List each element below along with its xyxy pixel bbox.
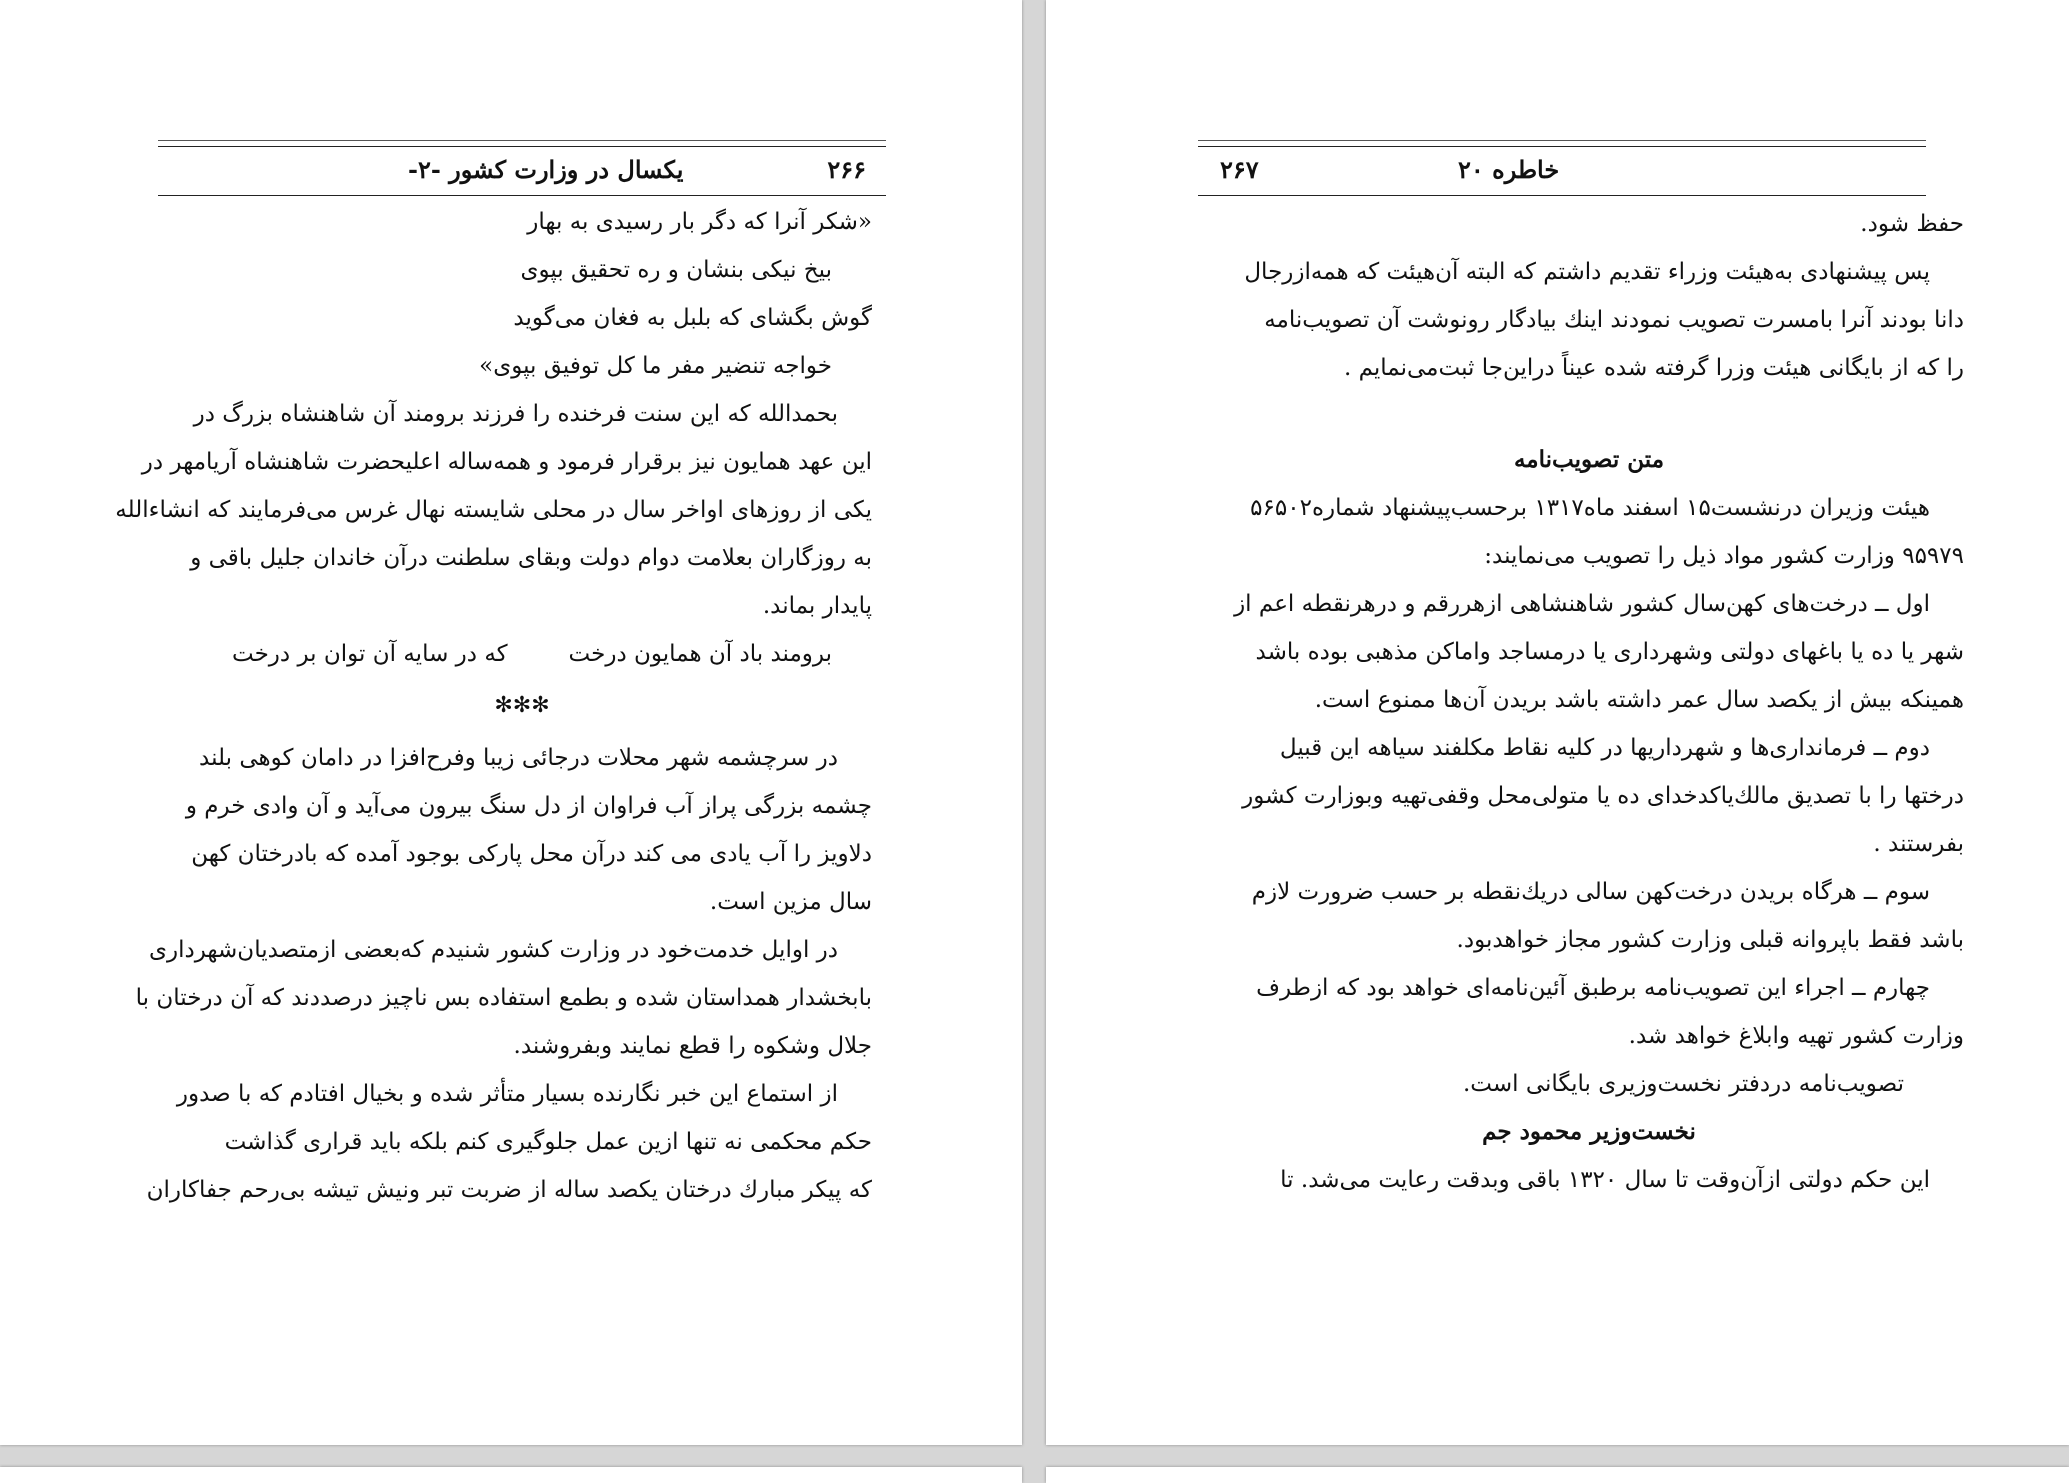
right-page-body — [1214, 200, 1964, 1204]
paragraph-line: در سرچشمه شهر محلات درجائی زیبا وفرح‌افزا در دامان کوهی بلند — [199, 745, 838, 771]
header-rule — [158, 140, 886, 141]
section-divider-stars: ✻✻✻ — [494, 693, 550, 718]
left-page-body — [115, 198, 872, 1214]
page-number: ۲۶۷ — [1220, 155, 1259, 184]
next-page-right-edge — [1046, 1467, 2069, 1483]
paragraph-line: حکم محکمی نه تنها ازین عمل جلوگیری کنم بلکه باید قراری گذاشت — [224, 1129, 872, 1155]
verse-line: بیخ نیکی بنشان و ره تحقیق بپوی — [520, 257, 832, 283]
decree-item-line: چهارم ــ اجراء این تصویب‌نامه برطبق آئین‌نامه‌ای خواهد بود که ازطرف — [1256, 975, 1930, 1001]
paragraph-line: حفظ شود. — [1860, 211, 1964, 237]
paragraph-line: این حکم دولتی ازآن‌وقت تا سال ۱۳۲۰ باقی وبدقت رعایت می‌شد. تا — [1280, 1167, 1930, 1193]
verse-line: گوش بگشای که بلبل به فغان می‌گوید — [513, 305, 872, 331]
paragraph-line: در اوایل خدمت‌خود در وزارت کشور شنیدم که‌بعضی ازمتصدیان‌شهرداری — [149, 937, 838, 963]
paragraph-line: که پیکر مبارك درختان یکصد ساله از ضربت تبر ونیش تیشه بی‌رحم جفاکاران — [146, 1177, 872, 1203]
filing-note: تصویب‌نامه دردفتر نخست‌وزیری بایگانی است. — [1462, 1071, 1904, 1097]
couplet-hemistich-left: که در سایه آن توان بر درخت — [232, 641, 508, 667]
paragraph-line: بحمدالله که این سنت فرخنده را فرزند برومند آن شاهنشاه بزرگ در — [193, 401, 838, 427]
header-rule — [1198, 140, 1926, 141]
decree-item-line: درختها را با تصدیق مالك‌یاکدخدای ده یا متولی‌محل وقفی‌تهیه وبوزارت کشور — [1242, 783, 1964, 809]
couplet — [232, 630, 832, 678]
right-page-header — [1198, 146, 1926, 196]
paragraph-line: پایدار بماند. — [762, 593, 872, 619]
decree-item-line: اول ــ درخت‌های کهن‌سال کشور شاهنشاهی ازهررقم و درهرنقطه اعم از — [1234, 591, 1930, 617]
paragraph-line: از استماع این خبر نگارنده بسیار متأثر شده و بخیال افتادم که با صدور — [176, 1081, 838, 1107]
left-page — [0, 0, 1022, 1445]
paragraph-line: این عهد همایون نیز برقرار فرمود و همه‌ساله اعلیحضرت شاهنشاه آریامهر در — [141, 449, 872, 475]
decree-item-line: شهر یا ده یا باغهای دولتی وشهرداری یا درمساجد واماکن مذهبی بوده باشد — [1255, 639, 1964, 665]
signature: نخست‌وزیر محمود جم — [1482, 1118, 1696, 1145]
decree-item-line: وزارت کشور تهیه وابلاغ خواهد شد. — [1628, 1023, 1964, 1049]
paragraph-line: جلال وشکوه را قطع نمایند وبفروشند. — [513, 1033, 872, 1059]
paragraph-line: پس پیشنهادی به‌هیئت وزراء تقدیم داشتم که البته آن‌هیئت که همه‌ازرجال — [1244, 259, 1930, 285]
decree-item-line: بفرستند . — [1873, 831, 1964, 857]
left-page-header — [158, 146, 886, 196]
decree-line: هیئت وزیران درنشست۱۵ اسفند ماه۱۳۱۷ برحسب‌پیشنهاد شماره۵۶۵۰۲ — [1250, 495, 1930, 521]
section-heading: متن تصویب‌نامه — [1513, 446, 1665, 473]
paragraph-line: سال مزین است. — [709, 889, 872, 915]
paragraph-line: دانا بودند آنرا بامسرت تصویب نمودند اینك بیادگار رونوشت آن تصویب‌نامه — [1264, 307, 1964, 333]
running-head: خاطره ۲۰ — [1458, 155, 1560, 184]
paragraph-line: را که از بایگانی هیئت وزرا گرفته شده عیناً دراین‌جا ثبت‌می‌نمایم . — [1343, 355, 1964, 381]
paragraph-line: چشمه بزرگی پراز آب فراوان از دل سنگ بیرون می‌آید و آن وادی خرم و — [185, 793, 872, 819]
couplet-hemistich-right: برومند باد آن همایون درخت — [568, 641, 832, 667]
spacer — [1214, 392, 1964, 436]
paragraph-line: به روزگاران بعلامت دوام دولت وبقای سلطنت درآن خاندان جلیل باقی و — [190, 545, 872, 571]
decree-item-line: سوم ــ هرگاه بریدن درخت‌کهن سالی دریك‌نقطه بر حسب ضرورت لازم — [1251, 879, 1930, 905]
paragraph-line: یکی از روزهای اواخر سال در محلی شایسته نهال غرس می‌فرمایند که انشاءالله — [115, 497, 872, 523]
running-head: یکسال در وزارت کشور -۲- — [408, 155, 684, 184]
verse-line: «شکر آنرا که دگر بار رسیدی به بهار — [527, 209, 872, 235]
next-page-left-edge — [0, 1467, 1022, 1483]
page-number: ۲۶۶ — [827, 155, 866, 184]
decree-item-line: باشد فقط باپروانه قبلی وزارت کشور مجاز خواهدبود. — [1456, 927, 1964, 953]
decree-item-line: دوم ــ فرمانداری‌ها و شهرداریها در کلیه نقاط مکلفند سیاهه این قبیل — [1279, 735, 1930, 761]
paragraph-line: دلاویز را آب یادی می کند درآن محل پارکی بوجود آمده که بادرختان کهن — [191, 841, 872, 867]
right-page — [1046, 0, 2069, 1445]
verse-line: خواجه تنضیر مفر ما کل توفیق بپوی» — [479, 353, 832, 379]
paragraph-line: بابخشدار همداستان شده و بطمع استفاده بس ناچیز درصددند که آن درختان با — [135, 985, 872, 1011]
decree-item-line: همینکه بیش از یکصد سال عمر داشته باشد بریدن آن‌ها ممنوع است. — [1314, 687, 1964, 713]
decree-line: ۹۵۹۷۹ وزارت کشور مواد ذیل را تصویب می‌نمایند: — [1484, 543, 1964, 569]
